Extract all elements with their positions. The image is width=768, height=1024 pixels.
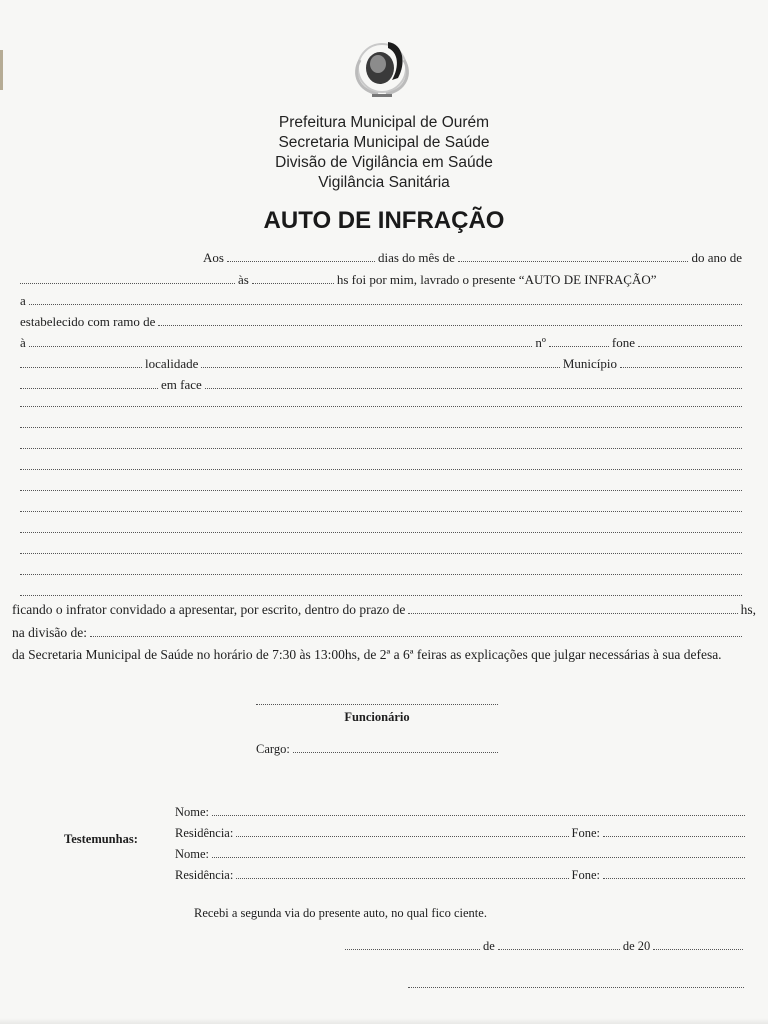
field-mes[interactable] bbox=[458, 261, 689, 262]
header-line-4: Vigilância Sanitária bbox=[318, 174, 450, 191]
label-residencia-1: Residência: bbox=[175, 826, 234, 840]
label-municipio: Município bbox=[562, 356, 617, 371]
receipt-date-row bbox=[345, 939, 743, 954]
blank-line[interactable] bbox=[20, 511, 742, 512]
witness-1-residence-row bbox=[175, 826, 745, 841]
form-row-endereco bbox=[20, 335, 742, 351]
page-bottom-shadow bbox=[0, 1018, 768, 1024]
field-hora[interactable] bbox=[252, 283, 334, 284]
label-fone-witness-1: Fone: bbox=[571, 826, 600, 840]
label-de-20: de 20 bbox=[622, 939, 651, 953]
field-receipt-month[interactable] bbox=[498, 949, 620, 950]
signature-line-autuado[interactable] bbox=[408, 987, 744, 988]
blank-line[interactable] bbox=[20, 427, 742, 428]
field-witness-2-name[interactable] bbox=[212, 857, 745, 858]
label-na-divisao: na divisão de: bbox=[12, 625, 87, 640]
form-row-prazo bbox=[12, 602, 756, 618]
field-receipt-year[interactable] bbox=[653, 949, 743, 950]
field-witness-2-residence[interactable] bbox=[236, 878, 568, 879]
label-dias-do-mes: dias do mês de bbox=[377, 250, 455, 265]
field-witness-2-fone[interactable] bbox=[603, 878, 745, 879]
label-as: às bbox=[238, 272, 249, 287]
form-row-time bbox=[20, 272, 742, 288]
blank-line[interactable] bbox=[20, 553, 742, 554]
document-title: AUTO DE INFRAÇÃO bbox=[263, 207, 505, 234]
receipt-text: Recebi a segunda via do presente auto, no qual fico ciente. bbox=[194, 906, 487, 920]
closing-paragraph: da Secretaria Municipal de Saúde no horário de 7:30 às 13:00hs, de 2ª a 6ª feiras as explicações que julgar necessárias à sua defesa. bbox=[12, 647, 722, 662]
field-witness-1-name[interactable] bbox=[212, 815, 745, 816]
blank-line[interactable] bbox=[20, 532, 742, 533]
field-em-face[interactable] bbox=[205, 388, 742, 389]
blank-line[interactable] bbox=[20, 595, 742, 596]
field-divisao[interactable] bbox=[90, 636, 742, 637]
field-cargo[interactable] bbox=[293, 752, 498, 753]
label-aos: Aos bbox=[203, 250, 224, 265]
label-do-ano: do ano de bbox=[691, 250, 742, 265]
label-testemunhas-text: Testemunhas: bbox=[64, 832, 138, 846]
form-row-ramo bbox=[20, 314, 742, 330]
blank-line[interactable] bbox=[20, 574, 742, 575]
field-fone[interactable] bbox=[638, 346, 742, 347]
witness-1-name-row bbox=[175, 805, 745, 820]
label-residencia-2: Residência: bbox=[175, 868, 234, 882]
field-endereco[interactable] bbox=[29, 346, 533, 347]
field-ramo[interactable] bbox=[158, 325, 742, 326]
label-a: a bbox=[20, 293, 26, 308]
label-nome-2: Nome: bbox=[175, 847, 210, 861]
blank-line[interactable] bbox=[20, 469, 742, 470]
municipal-crest-icon bbox=[342, 30, 422, 102]
blank-line[interactable] bbox=[20, 490, 742, 491]
form-row-localidade bbox=[20, 356, 742, 372]
page-edge-mark bbox=[0, 50, 3, 90]
label-de: de bbox=[483, 939, 495, 953]
label-testemunhas bbox=[64, 832, 138, 847]
form-row-date bbox=[20, 250, 742, 266]
field-ano[interactable] bbox=[20, 283, 235, 284]
label-funcionario: Funcionário bbox=[344, 710, 410, 724]
header-line-3: Divisão de Vigilância em Saúde bbox=[275, 154, 493, 171]
field-receipt-city-day[interactable] bbox=[345, 949, 480, 950]
header-block bbox=[0, 113, 768, 193]
form-row-em-face bbox=[20, 377, 742, 393]
field-prefixo[interactable] bbox=[20, 388, 158, 389]
label-numero: nº bbox=[535, 335, 546, 350]
field-municipio[interactable] bbox=[620, 367, 742, 368]
form-row-cargo bbox=[256, 742, 498, 757]
form-row-a bbox=[20, 293, 742, 309]
label-localidade: localidade bbox=[145, 356, 199, 371]
receipt-row bbox=[194, 906, 487, 921]
label-hs: hs, bbox=[740, 602, 756, 617]
label-estabelecido: estabelecido com ramo de bbox=[20, 314, 156, 329]
form-row-divisao bbox=[12, 625, 742, 641]
label-fone-witness-2: Fone: bbox=[571, 868, 600, 882]
label-a-grave: à bbox=[20, 335, 26, 350]
field-witness-1-fone[interactable] bbox=[603, 836, 745, 837]
field-dias[interactable] bbox=[227, 261, 375, 262]
label-em-face: em face bbox=[161, 377, 202, 392]
label-cargo: Cargo: bbox=[256, 742, 290, 756]
blank-line[interactable] bbox=[20, 406, 742, 407]
label-nome-1: Nome: bbox=[175, 805, 210, 819]
field-numero[interactable] bbox=[549, 346, 609, 347]
witness-2-residence-row bbox=[175, 868, 745, 883]
indent-space bbox=[20, 261, 200, 262]
witness-2-name-row bbox=[175, 847, 745, 862]
field-localidade[interactable] bbox=[201, 367, 559, 368]
field-autuado[interactable] bbox=[29, 304, 742, 305]
field-witness-1-residence[interactable] bbox=[236, 836, 568, 837]
header-line-2: Secretaria Municipal de Saúde bbox=[278, 134, 490, 151]
field-prazo[interactable] bbox=[408, 613, 737, 614]
label-lavrado: hs foi por mim, lavrado o presente “AUTO DE INFRAÇÃO” bbox=[336, 272, 657, 287]
signature-line-funcionario[interactable] bbox=[256, 704, 498, 705]
header-line-1: Prefeitura Municipal de Ourém bbox=[278, 114, 490, 131]
label-fone: fone bbox=[611, 335, 635, 350]
field-bairro[interactable] bbox=[20, 367, 142, 368]
label-ficando: ficando o infrator convidado a apresentar, por escrito, dentro do prazo de bbox=[12, 602, 406, 617]
blank-line[interactable] bbox=[20, 448, 742, 449]
